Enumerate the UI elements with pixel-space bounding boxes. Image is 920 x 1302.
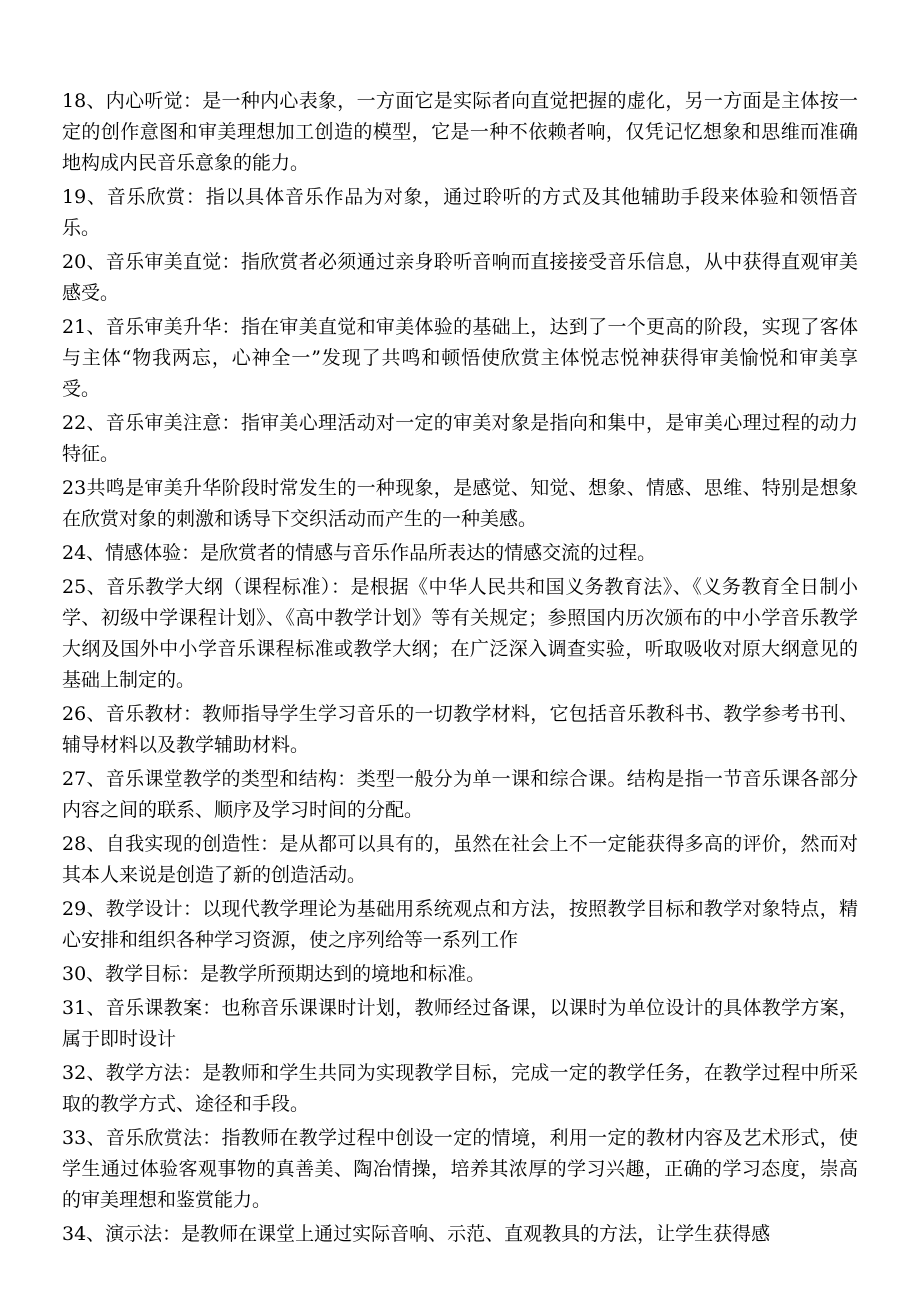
entry-23: 23共鸣是审美升华阶段时常发生的一种现象，是感觉、知觉、想象、情感、思维、特别是想象在欣赏对象的刺激和诱导下交织活动而产生的一种美感。 (62, 477, 858, 530)
entry-21: 21、音乐审美升华：指在审美直觉和审美体验的基础上，达到了一个更高的阶段，实现了客体与主体“物我两忘，心神全一”发现了共鸣和顿悟使欣赏主体悦志悦神获得审美愉悦和审美享受。 (62, 316, 858, 400)
entry-29: 29、教学设计：以现代教学理论为基础用系统观点和方法，按照教学目标和教学对象特点，精心安排和组织各种学习资源，使之序列给等一系列工作 (62, 898, 858, 951)
entry-26: 26、音乐教材：教师指导学生学习音乐的一切教学材料，它包括音乐教科书、教学参考书刊、辅导材料以及教学辅助材料。 (62, 703, 858, 756)
entry-24: 24、情感体验：是欣赏者的情感与音乐作品所表达的情感交流的过程。 (62, 542, 657, 564)
entry-18: 18、内心听觉：是一种内心表象，一方面它是实际者向直觉把握的虚化，另一方面是主体按一定的创作意图和审美理想加工创造的模型，它是一种不依赖者响，仅凭记忆想象和思维而准确地构成内民音乐意象的能力。 (62, 90, 858, 174)
entry-31: 31、音乐课教案：也称音乐课课时计划，教师经过备课，以课时为单位设计的具体教学方案，属于即时设计 (62, 997, 858, 1050)
entry-19: 19、音乐欣赏：指以具体音乐作品为对象，通过聆听的方式及其他辅助手段来体验和领悟音乐。 (62, 186, 858, 239)
entry-27: 27、音乐课堂教学的类型和结构：类型一般分为单一课和综合课。结构是指一节音乐课各部分内容之间的联系、顺序及学习时间的分配。 (62, 768, 858, 821)
entry-33: 33、音乐欣赏法：指教师在教学过程中创设一定的情境，利用一定的教材内容及艺术形式，使学生通过体验客观事物的真善美、陶冶情操，培养其浓厚的学习兴趣，正确的学习态度，崇高的审美理想和鉴赏能力。 (62, 1127, 858, 1211)
document-body (62, 86, 858, 1253)
entry-28: 28、自我实现的创造性：是从都可以具有的，虽然在社会上不一定能获得多高的评价，然而对其本人来说是创造了新的创造活动。 (62, 833, 858, 886)
entry-20: 20、音乐审美直觉：指欣赏者必须通过亲身聆听音响而直接接受音乐信息，从中获得直观审美感受。 (62, 251, 858, 304)
entry-32: 32、教学方法：是教师和学生共同为实现教学目标，完成一定的教学任务，在教学过程中所采取的教学方式、途径和手段。 (62, 1062, 858, 1115)
entry-22: 22、音乐审美注意：指审美心理活动对一定的审美对象是指向和集中，是审美心理过程的动力特征。 (62, 412, 858, 465)
entry-34: 34、演示法：是教师在课堂上通过实际音响、示范、直观教具的方法，让学生获得感 (62, 1223, 771, 1245)
entry-25: 25、音乐教学大纲（课程标准）：是根据《中华人民共和国义务教育法》、《义务教育全日制小学、初级中学课程计划》、《高中教学计划》等有关规定；参照国内历次颁布的中小学音乐教学大纲及国外中小学音乐课程标准或教学大纲；在广泛深入调查实验，听取吸收对原大纲意见的基础上制定的。 (62, 576, 858, 691)
entry-30: 30、教学目标：是教学所预期达到的境地和标准。 (62, 963, 486, 985)
